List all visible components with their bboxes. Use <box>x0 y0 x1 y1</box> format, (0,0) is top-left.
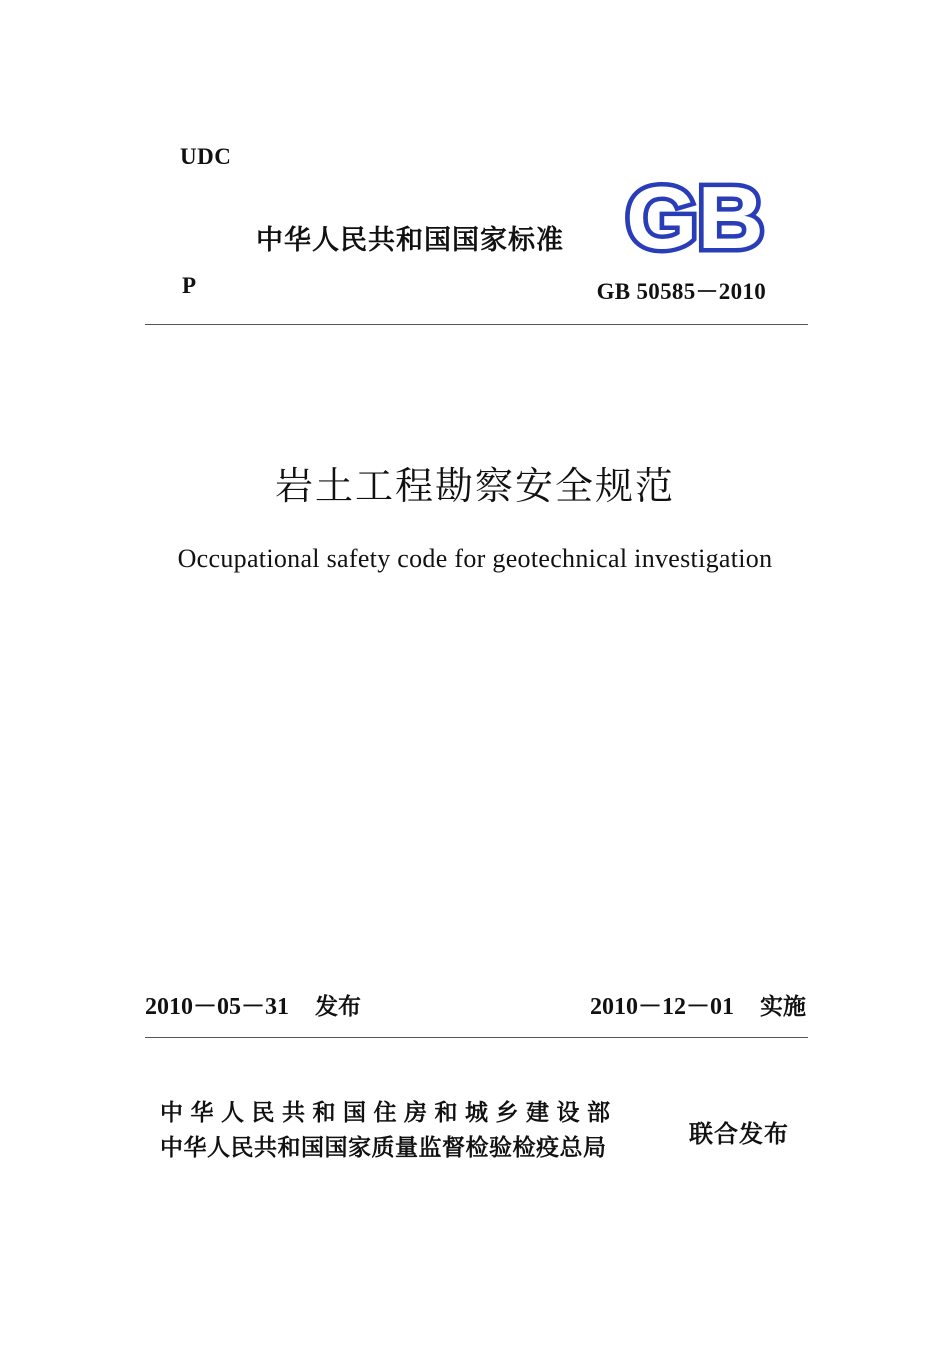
bottom-divider <box>145 1037 808 1038</box>
implement-word: 实施 <box>760 994 806 1020</box>
issue-date-block <box>145 986 361 1021</box>
implement-date-block <box>590 986 806 1021</box>
gb-logo <box>624 178 766 254</box>
standard-number: GB 50585－2010 <box>596 279 766 304</box>
joint-publish-label: 联合发布 <box>689 1120 789 1148</box>
standard-title: 中华人民共和国国家标准 <box>256 225 564 256</box>
gb-logo-text: GB <box>626 178 764 254</box>
udc-label: UDC <box>180 144 232 169</box>
chinese-title: 岩土工程勘察安全规范 <box>274 464 675 508</box>
publisher-line-2: 中华人民共和国国家质量监督检验检疫总局 <box>160 1135 607 1161</box>
english-title: Occupational safety code for geotechnical investigation <box>177 544 773 573</box>
issue-word: 发布 <box>315 994 361 1020</box>
publisher-line-1: 中华人民共和国住房和城乡建设部 <box>160 1100 618 1126</box>
issue-date: 2010－05－31 <box>145 994 289 1020</box>
publisher-block <box>160 1096 618 1166</box>
implement-date: 2010－12－01 <box>590 994 734 1020</box>
classification-label: P <box>182 273 197 298</box>
top-divider <box>145 324 808 325</box>
